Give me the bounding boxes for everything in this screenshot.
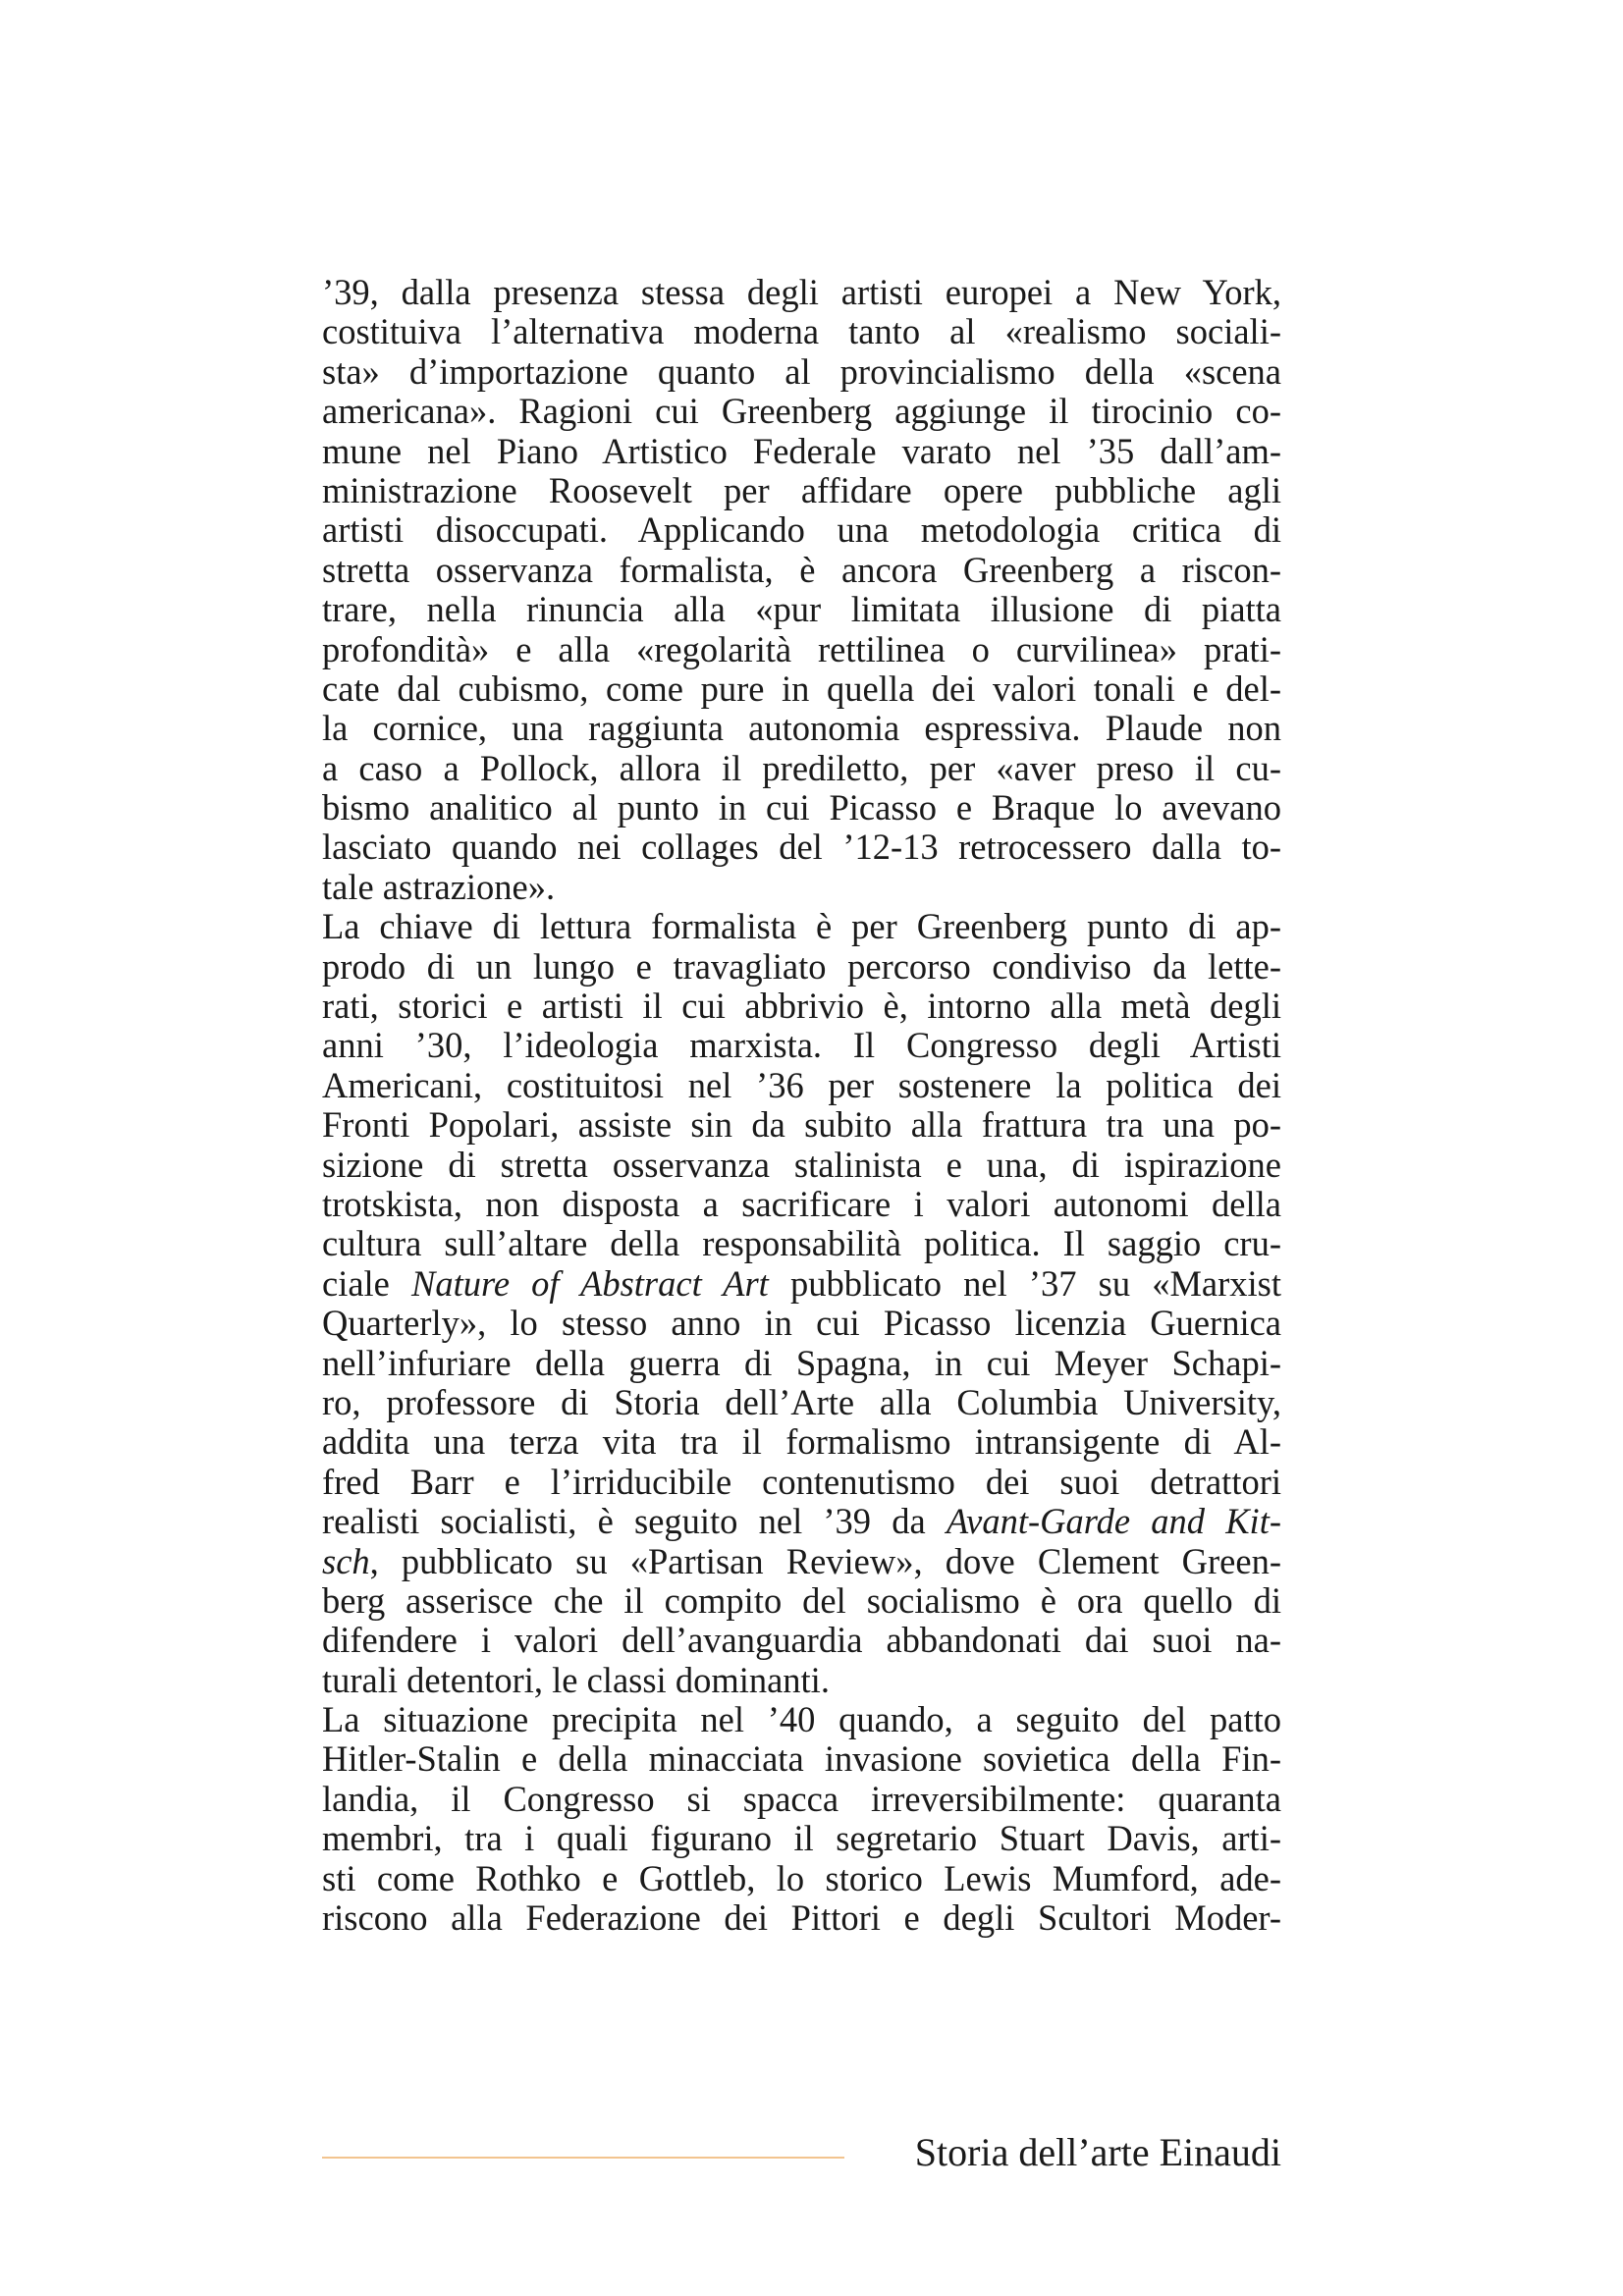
- text-line: ministrazione Roosevelt per affidare opere pubbliche agli: [322, 469, 1281, 510]
- text-line: landia, il Congresso si spacca irreversibilmente: quaranta: [322, 1778, 1281, 1819]
- text-line: sti come Rothko e Gottleb, lo storico Lewis Mumford, ade-: [322, 1857, 1281, 1898]
- text-line: sch, pubblicato su «Partisan Review», dove Clement Green-: [322, 1540, 1281, 1581]
- text-line: prodo di un lungo e travagliato percorso condiviso da lette-: [322, 945, 1281, 987]
- text-line: mune nel Piano Artistico Federale varato nel ’35 dall’am-: [322, 430, 1281, 471]
- text-line: trotskista, non disposta a sacrificare i valori autonomi della: [322, 1183, 1281, 1224]
- text-line: trare, nella rinuncia alla «pur limitata illusione di piatta: [322, 589, 1281, 630]
- text-line: La situazione precipita nel ’40 quando, a seguito del patto: [322, 1699, 1281, 1740]
- text-line: membri, tra i quali figurano il segretario Stuart Davis, arti-: [322, 1818, 1281, 1859]
- text-line: cultura sull’altare della responsabilità politica. Il saggio cru-: [322, 1223, 1281, 1264]
- text-line: sizione di stretta osservanza stalinista e una, di ispirazione: [322, 1144, 1281, 1185]
- text-line: rati, storici e artisti il cui abbrivio è, intorno alla metà degli: [322, 986, 1281, 1027]
- text-line: turali detentori, le classi dominanti.: [322, 1659, 830, 1700]
- text-line: addita una terza vita tra il formalismo intransigente di Al-: [322, 1421, 1281, 1463]
- footer-rule: [322, 2157, 844, 2159]
- text-line: la cornice, una raggiunta autonomia espressiva. Plaude non: [322, 708, 1281, 749]
- text-line: berg asserisce che il compito del socialismo è ora quello di: [322, 1579, 1281, 1621]
- italic-title: Avant-Garde and Kit-: [946, 1501, 1281, 1542]
- text-line: stretta osservanza formalista, è ancora Greenberg a riscon-: [322, 549, 1281, 590]
- text-line: Fronti Popolari, assiste sin da subito alla frattura tra una po-: [322, 1104, 1281, 1146]
- text-line: bismo analitico al punto in cui Picasso e Braque lo avevano: [322, 787, 1281, 828]
- text-line: nell’infuriare della guerra di Spagna, in cui Meyer Schapi-: [322, 1342, 1281, 1383]
- italic-title: sch: [322, 1540, 370, 1581]
- text-line: riscono alla Federazione dei Pittori e degli Scultori Moder-: [322, 1897, 1281, 1939]
- text-line: sta» d’importazione quanto al provincialismo della «scena: [322, 350, 1281, 392]
- text-line: fred Barr e l’irriducibile contenutismo dei suoi detrattori: [322, 1461, 1281, 1502]
- body-text: [322, 273, 1281, 1938]
- text-line: artisti disoccupati. Applicando una metodologia critica di: [322, 509, 1281, 551]
- text-line: a caso a Pollock, allora il prediletto, per «aver preso il cu-: [322, 747, 1281, 788]
- text-line: difendere i valori dell’avanguardia abbandonati dai suoi na-: [322, 1620, 1281, 1661]
- text-line: ro, professore di Storia dell’Arte alla Columbia University,: [322, 1381, 1281, 1422]
- text-line: profondità» e alla «regolarità rettilinea o curvilinea» prati-: [322, 628, 1281, 669]
- text-line: lasciato quando nei collages del ’12-13 retrocessero dalla to-: [322, 827, 1281, 868]
- text-line: anni ’30, l’ideologia marxista. Il Congresso degli Artisti: [322, 1025, 1281, 1066]
- text-line: ciale Nature of Abstract Art pubblicato nel ’37 su «Marxist: [322, 1262, 1282, 1304]
- text-line: Americani, costituitosi nel ’36 per sostenere la politica dei: [322, 1064, 1281, 1105]
- text-line: tale astrazione».: [322, 866, 556, 907]
- text-line: realisti socialisti, è seguito nel ’39 da Avant-Garde and Kit-: [322, 1501, 1281, 1542]
- text-line: cate dal cubismo, come pure in quella dei valori tonali e del-: [322, 667, 1281, 709]
- text-line: La chiave di lettura formalista è per Greenberg punto di ap-: [322, 906, 1281, 947]
- text-line: americana». Ragioni cui Greenberg aggiunge il tirocinio co-: [322, 391, 1281, 432]
- text-line: Quarterly», lo stesso anno in cui Picasso licenzia Guernica: [322, 1303, 1281, 1344]
- text-line: ’39, dalla presenza stessa degli artisti europei a New York,: [322, 272, 1281, 312]
- italic-title: Nature of Abstract Art: [411, 1262, 769, 1304]
- footer-title: Storia dell’arte Einaudi: [914, 2130, 1281, 2174]
- text-line: costituiva l’alternativa moderna tanto al «realismo sociali-: [322, 311, 1281, 352]
- text-line: Hitler-Stalin e della minacciata invasione sovietica della Fin-: [322, 1738, 1281, 1780]
